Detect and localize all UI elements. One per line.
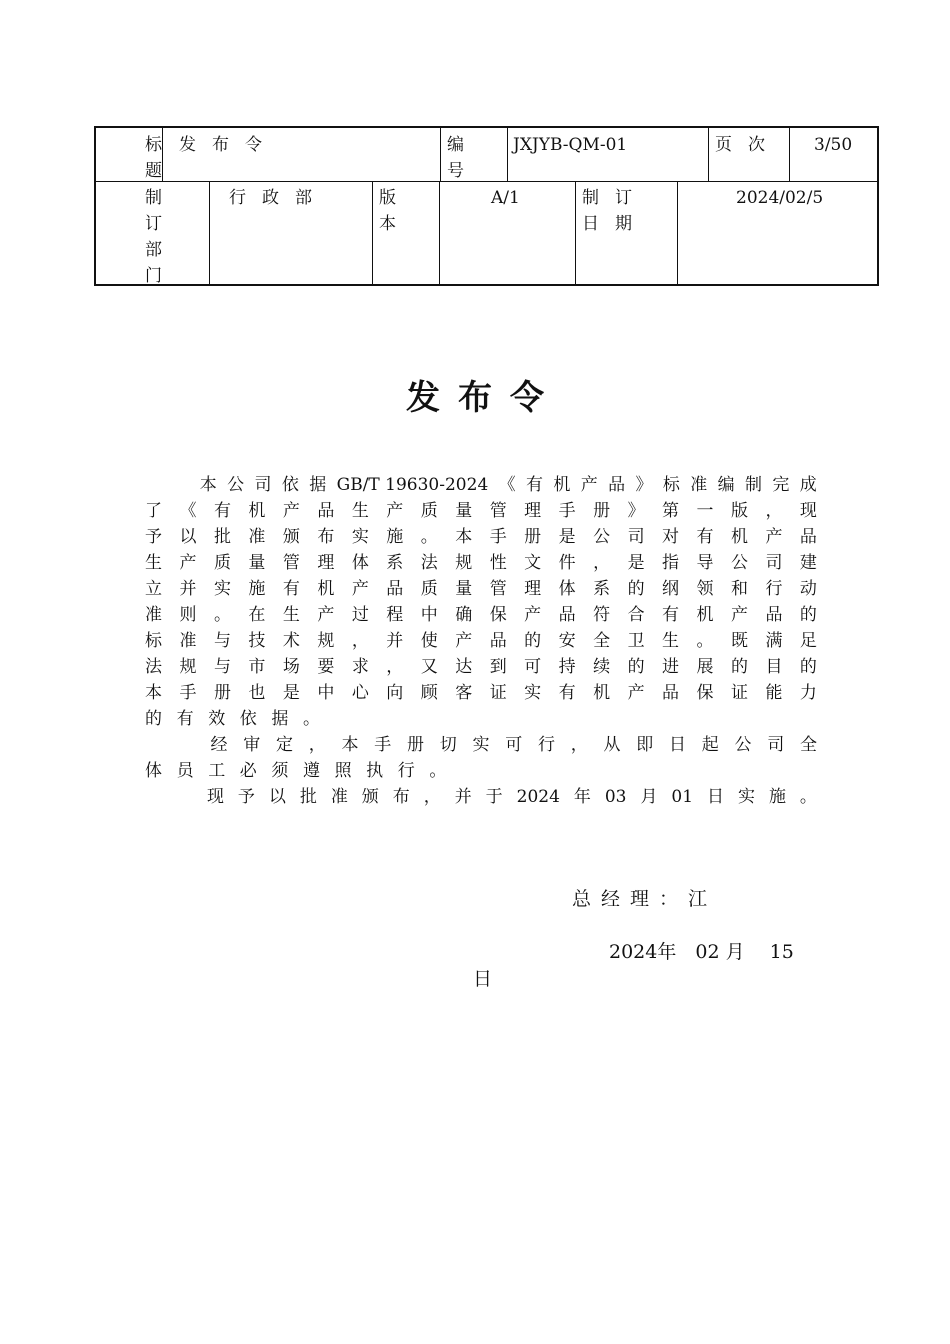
title-label: 标题 bbox=[145, 135, 162, 181]
body-line: 了 《 有 机 产 品 生 产 质 量 管 理 手 册 》 第 一 版 ， 现 bbox=[145, 501, 817, 521]
body-line: 立 并 实 施 有 机 产 品 质 量 管 理 体 系 的 纲 领 和 行 动 bbox=[145, 579, 817, 599]
version-label: 版本 bbox=[379, 188, 396, 234]
date-value: 2024/02/5 bbox=[736, 188, 824, 208]
version-value: A/1 bbox=[491, 188, 520, 208]
page-title: 发布令 bbox=[406, 378, 562, 418]
page-label: 页次 bbox=[715, 135, 781, 155]
date-label: 制订日期 bbox=[582, 188, 648, 234]
code-value: JXJYB-QM-01 bbox=[513, 135, 628, 155]
body-line: 生 产 质 量 管 理 体 系 法 规 性 文 件 ， 是 指 导 公 司 建 bbox=[145, 553, 817, 573]
body-line: 标 准 与 技 术 规 ， 并 使 产 品 的 安 全 卫 生 。 既 满 足 bbox=[145, 631, 817, 651]
body-line: 准 则 。 在 生 产 过 程 中 确 保 产 品 符 合 有 机 产 品 的 bbox=[145, 605, 817, 625]
body-line: 予 以 批 准 颁 布 实 施 。 本 手 册 是 公 司 对 有 机 产 品 bbox=[145, 527, 817, 547]
dept-label: 制订部门 bbox=[145, 188, 162, 286]
page-value: 3/50 bbox=[814, 135, 853, 155]
body-line: 体 员 工 必 须 遵 照 执 行 。 bbox=[145, 761, 447, 781]
signature-date-day: 日 bbox=[473, 968, 493, 990]
body-line: 经 审 定 ， 本 手 册 切 实 可 行 ， 从 即 日 起 公 司 全 bbox=[210, 735, 817, 755]
code-label: 编号 bbox=[447, 135, 464, 181]
body-line: 本 手 册 也 是 中 心 向 顾 客 证 实 有 机 产 品 保 证 能 力 bbox=[145, 683, 817, 703]
body-line: 本 公 司 依 据 GB/T 19630-2024 《 有 机 产 品 》 标 准 编 制 完 成 bbox=[199, 475, 817, 495]
body-line: 的 有 效 依 据 。 bbox=[145, 709, 320, 729]
document-header-table bbox=[94, 126, 879, 286]
body-line: 现 予 以 批 准 颁 布 ， 并 于 2024 年 03 月 01 日 实 施 。 bbox=[206, 787, 817, 807]
signer-line: 总经理：江 bbox=[572, 888, 718, 910]
body-text bbox=[145, 472, 817, 810]
body-line: 法 规 与 市 场 要 求 ， 又 达 到 可 持 续 的 进 展 的 目 的 bbox=[145, 657, 817, 677]
dept-value: 行政部 bbox=[229, 188, 328, 208]
signature-date: 2024年 02 月 15 bbox=[609, 941, 794, 963]
title-value: 发布令 bbox=[179, 135, 278, 155]
